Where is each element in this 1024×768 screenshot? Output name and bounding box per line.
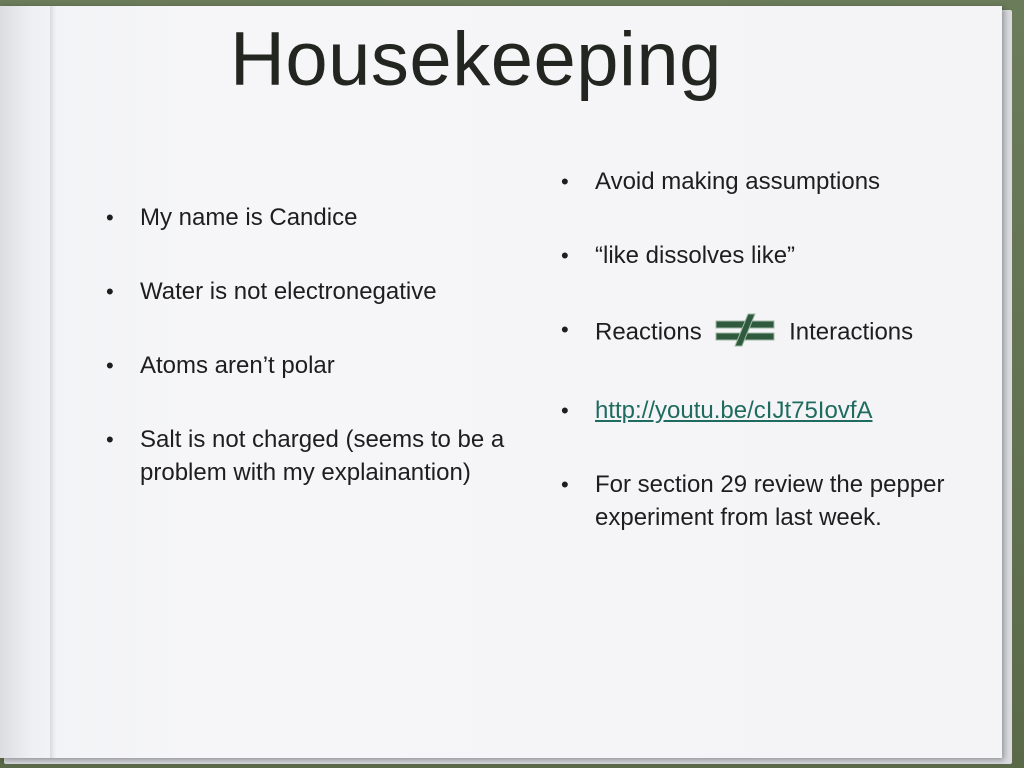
list-item-text: Water is not electronegative [140,278,437,305]
list-item-text: My name is Candice [140,204,358,231]
bullet-icon: • [561,398,569,423]
list-item-text: Atoms aren’t polar [140,352,335,379]
not-equal-icon [714,313,776,347]
right-bullet-list [561,165,981,575]
bullet-icon: • [106,205,114,230]
list-item [561,165,981,198]
bullet-icon: • [106,279,114,304]
slide-title: Housekeeping [230,17,722,102]
bullet-icon: • [561,243,569,268]
list-item-text: Avoid making assumptions [595,168,881,195]
list-item [106,423,516,489]
bullet-icon: • [106,353,114,378]
list-item-text: Salt is not charged (seems to be a problem with my explainantion) [140,426,505,486]
bullet-icon: • [561,169,569,194]
bullet-icon: • [561,472,569,497]
left-bullet-list [106,201,516,530]
list-item [561,239,981,272]
list-item [106,275,516,308]
reactions-label: Reactions [595,318,702,346]
list-item [561,394,981,427]
bullet-icon: • [106,427,114,452]
list-item-text: For section 29 review the pepper experiment from last week. [595,471,945,531]
list-item [106,349,516,382]
list-item-text: “like dissolves like” [595,242,796,269]
youtube-link[interactable]: http://youtu.be/cIJt75IovfA [595,397,873,424]
page-binding-shadow [50,6,56,758]
bullet-icon: • [561,317,569,342]
list-item [561,313,981,353]
interactions-label: Interactions [789,318,914,346]
list-item [561,468,981,534]
list-item [106,201,516,234]
